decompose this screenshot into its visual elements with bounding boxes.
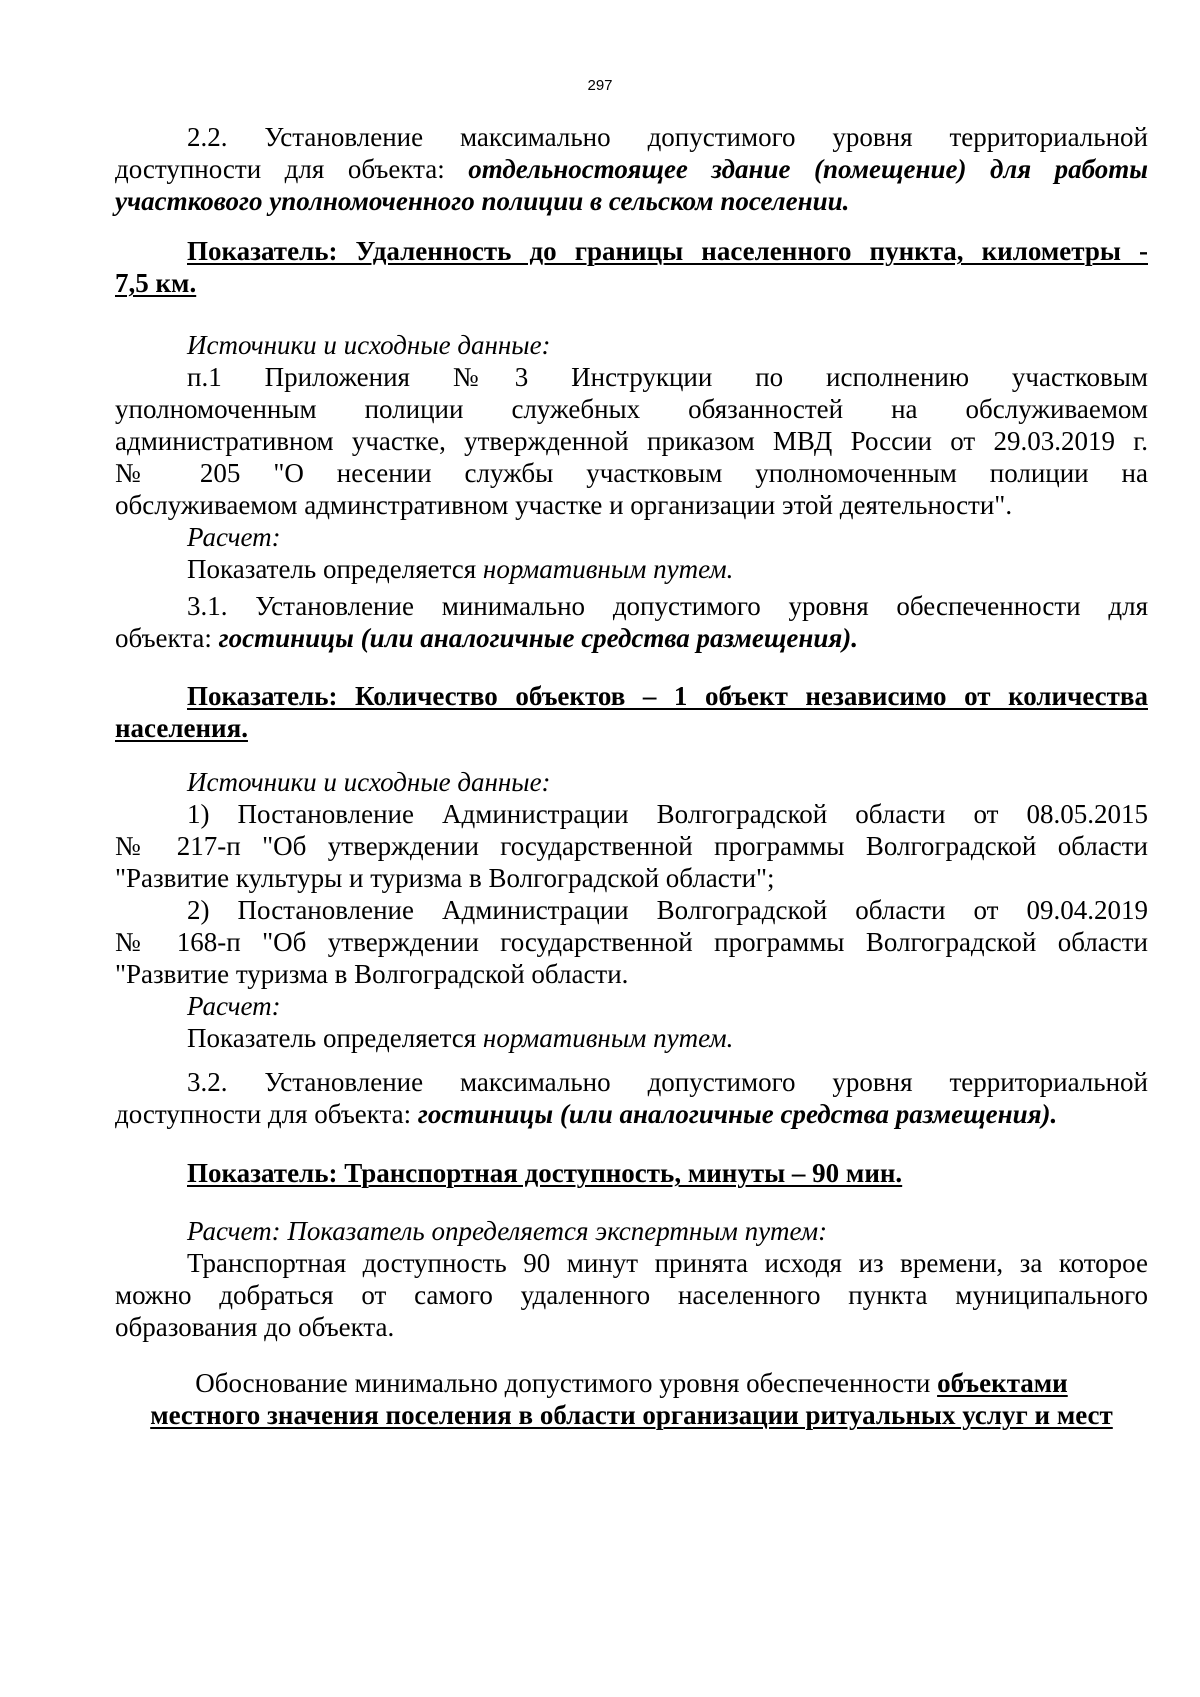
sources-2-item-2-line-1: 2) Постановление Администрации Волгоградской области от 09.04.2019	[187, 895, 1148, 925]
section-3-1-line-1: 3.1. Установление минимально допустимого уровня обеспеченности для	[187, 591, 1148, 621]
final-heading-line-2: местного значения поселения в области организации ритуальных услуг и мест	[150, 1400, 1113, 1430]
section-2-2-line-1: 2.2. Установление максимально допустимого уровня территориальной	[187, 122, 1148, 152]
indicator-1	[115, 235, 1148, 299]
sources-1-line-2: уполномоченным полиции служебных обязанностей на обслуживаемом	[115, 394, 1148, 424]
sources-1-line-5: обслуживаемом админстративном участке и организации этой деятельности".	[115, 490, 1013, 520]
sources-2-item-1-line-3: "Развитие культуры и туризма в Волгоградской области";	[115, 863, 775, 893]
sources-2-item-2-line-3: "Развитие туризма в Волгоградской области.	[115, 959, 629, 989]
calc-1-title: Расчет:	[187, 522, 281, 552]
section-3-2	[115, 1066, 1148, 1130]
calc-3-line-2: можно добраться от самого удаленного населенного пункта муниципального	[115, 1280, 1148, 1310]
indicator-2	[115, 680, 1148, 744]
sources-2-title: Источники и исходные данные:	[187, 767, 551, 797]
indicator-1-line-1: Показатель: Удаленность до границы населенного пункта, километры -	[187, 236, 1148, 266]
sources-1-line-1: п.1 Приложения №3 Инструкции по исполнению участковым	[187, 362, 1148, 392]
final-heading	[115, 1367, 1148, 1431]
object-name-emphasis: отдельностоящее здание (помещение) для работы	[468, 154, 1149, 184]
final-heading-line-1: Обоснование минимально допустимого уровня обеспеченности объектами	[195, 1368, 1068, 1398]
sources-2-item-1-line-1: 1) Постановление Администрации Волгоградской области от 08.05.2015	[187, 799, 1148, 829]
section-3-2-line-2: доступности для объекта: гостиницы (или аналогичные средства размещения).	[115, 1099, 1058, 1129]
page-number: 297	[587, 77, 613, 94]
indicator-2-line-2: населения.	[115, 713, 248, 743]
indicator-2-line-1: Показатель: Количество объектов – 1 объект независимо от количества	[187, 681, 1148, 711]
calc-2-title: Расчет:	[187, 991, 281, 1021]
section-3-1	[115, 590, 1148, 654]
section-3-1-line-2: объекта: гостиницы (или аналогичные средства размещения).	[115, 623, 858, 653]
calc-2-detail: Показатель определяется нормативным путем.	[187, 1023, 734, 1053]
calc-3-line-3: образования до объекта.	[115, 1312, 395, 1342]
section-2-2-line-2: доступности для объекта: отдельностоящее здание (помещение) для работы	[115, 154, 1149, 184]
calc-3-line-1: Транспортная доступность 90 минут принята исходя из времени, за которое	[187, 1248, 1148, 1278]
sources-2-item-1-line-2: № 217-п "Об утверждении государственной программы Волгоградской области	[115, 831, 1148, 861]
calc-1-detail: Показатель определяется нормативным путем.	[187, 554, 734, 584]
calc-3	[115, 1215, 1148, 1343]
calc-3-title: Расчет: Показатель определяется экспертным путем:	[187, 1216, 828, 1246]
sources-1-line-4: № 205 "О несении службы участковым уполномоченным полиции на	[115, 458, 1148, 488]
section-2-2-line-3: участкового уполномоченного полиции в сельском поселении.	[115, 186, 850, 216]
sources-2	[115, 766, 1148, 1054]
sources-1-title: Источники и исходные данные:	[187, 330, 551, 360]
indicator-3-line-1: Показатель: Транспортная доступность, минуты – 90 мин.	[187, 1158, 903, 1188]
sources-2-item-2-line-2: № 168-п "Об утверждении государственной программы Волгоградской области	[115, 927, 1148, 957]
sources-1-line-3: административном участке, утвержденной приказом МВД России от 29.03.2019 г.	[115, 426, 1148, 456]
sources-1	[115, 329, 1148, 585]
indicator-3	[115, 1157, 1148, 1189]
indicator-1-line-2: 7,5 км.	[115, 268, 197, 298]
section-2-2	[115, 121, 1148, 217]
section-3-2-line-1: 3.2. Установление максимально допустимого уровня территориальной	[187, 1067, 1148, 1097]
